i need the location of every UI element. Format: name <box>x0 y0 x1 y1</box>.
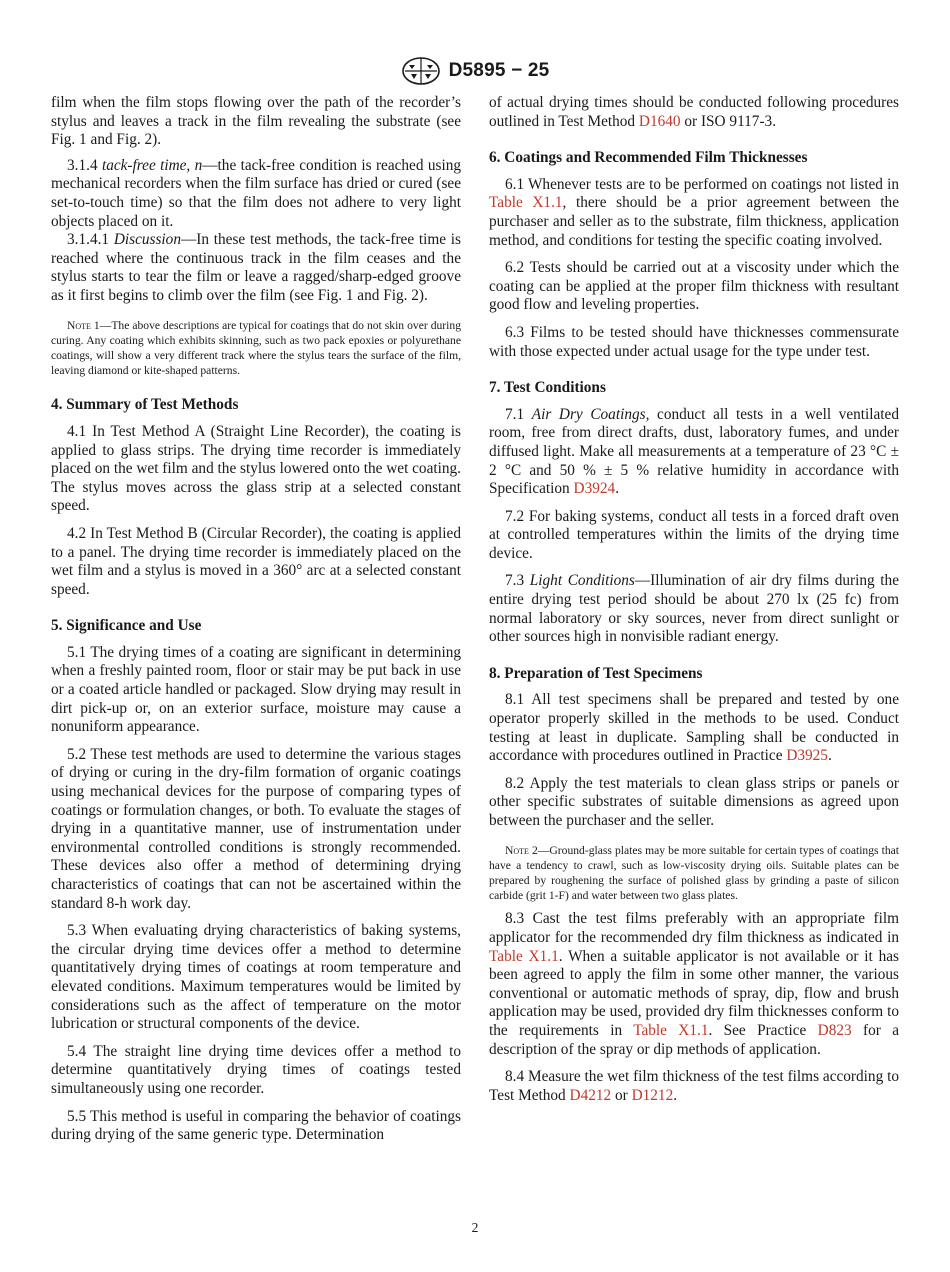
paragraph-7-1: 7.1 Air Dry Coatings, conduct all tests in a well ventilated room, free from direct drafts, dust, laboratory fumes, and under diffused light. Make all measurements at a temperature of 23 °C ± 2 °C and 50 % ± 5 % relative humidity in accordance with Specification D3924. <box>489 405 899 498</box>
link-d823[interactable]: D823 <box>817 1021 852 1039</box>
section-6-heading: 6. Coatings and Recommended Film Thicknesses <box>489 149 808 167</box>
paragraph-5-5-continuation: of actual drying times should be conducted following procedures outlined in Test Method D1640 or ISO 9117-3. <box>489 94 899 130</box>
astm-logo-icon <box>401 56 441 86</box>
note-label: Note 2 <box>505 843 538 857</box>
paragraph-4-2: 4.2 In Test Method B (Circular Recorder), the coating is applied to a panel. The drying time recorder is immediately placed on the wet film and a stylus is moved in a 360° arc at a selected constant speed. <box>51 524 461 598</box>
paragraph-8-1: 8.1 All test specimens shall be prepared and tested by one operator properly skilled in the methods to be used. Conduct testing at least in duplicate. Sampling shall be conducted in accordance with procedures outlined in Practice D3925. <box>489 691 899 765</box>
paragraph-5-1: 5.1 The drying times of a coating are significant in determining when a freshly painted room, floor or stair may be put back in use or a coated article handled or packaged. Slow drying may result in dirt pick-up or, on an exterior surface, moisture may cause a nonuniform appearance. <box>51 643 461 736</box>
link-table-x1-1[interactable]: Table X1.1 <box>489 947 559 965</box>
term-tack-free-time: tack-free time, n <box>101 156 203 174</box>
page-header <box>0 56 950 88</box>
paragraph-8-2: 8.2 Apply the test materials to clean glass strips or panels or other specific substrates of suitable dimensions as agreed upon between the purchaser and the seller. <box>489 774 899 829</box>
link-d3925[interactable]: D3925 <box>786 747 828 765</box>
paragraph-8-3: 8.3 Cast the test films preferably with an appropriate film applicator for the recommended dry film thickness as indicated in Table X1.1. When a suitable applicator is not available or it has been agreed to apply the film in some other manner, the various conventional or automatic methods of spray, dip, flow and brush application may be used, provided dry film thicknesses conform to the requirements in Table X1.1. See Practice D823 for a description of the spray or dip methods of application. <box>489 910 899 1058</box>
page-number: 2 <box>471 1220 479 1235</box>
paragraph-3-1-4: 3.1.4 tack-free time, n—the tack-free condition is reached using mechanical recorders when the film surface has dried or cured (see set-to-touch time) so that the film does not adhere to very light objects placed on it. <box>51 156 461 230</box>
paragraph-5-2: 5.2 These test methods are used to determine the various stages of drying or curing in the dry-film formation of organic coatings using mechanical devices for the purpose of comparing types of coatings or formulation changes, or both. To evaluate the stages of drying in a quantitative manner, use of instrumentation under environmental controlled conditions is strongly recommended. These devices also offer a method of determining drying characteristics of coatings that can not be ascertained within the standard 8-h work day. <box>51 745 461 912</box>
note-2: Note 2—Ground-glass plates may be more suitable for certain types of coatings that have a tendency to crawl, such as low-viscosity drying oils. Suitable plates can be prepared by roughening the surface of polished glass by grinding a paste of silicon carbide (grit 1-F) and water between two glass plates. <box>489 843 900 903</box>
paragraph-7-3: 7.3 Light Conditions—Illumination of air dry films during the entire drying test period should be about 270 lx (25 fc) from normal laboratory or sky sources, never from direct sunlight or other sources high in nonvisible radiant energy. <box>489 572 899 646</box>
term-discussion: Discussion <box>113 231 181 249</box>
paragraph-4-1: 4.1 In Test Method A (Straight Line Recorder), the coating is applied to glass strips. The drying time recorder is immediately placed on the wet film and the stylus lowered onto the wet coating. The stylus moves across the glass strip at a selected constant speed. <box>51 422 461 515</box>
section-4-heading: 4. Summary of Test Methods <box>51 396 239 414</box>
document-number: D5895 − 25 <box>448 60 550 81</box>
paragraph-5-3: 5.3 When evaluating drying characteristics of baking systems, the circular drying time devices offer a method to determine quantitatively drying times of coatings at room temperature and elevated conditions. Maximum temperatures would be limited by considerations such as the affect of temperature on the motor lubrication or structural components of the device. <box>51 922 461 1033</box>
paragraph-6-3: 6.3 Films to be tested should have thicknesses commensurate with those expected under actual usage for the type under test. <box>489 323 899 360</box>
section-8-heading: 8. Preparation of Test Specimens <box>489 664 703 682</box>
paragraph-6-2: 6.2 Tests should be carried out at a viscosity under which the coating can be applied at the proper film thickness with resultant good flow and leveling properties. <box>489 259 899 314</box>
link-d1212[interactable]: D1212 <box>631 1086 674 1104</box>
section-5-heading: 5. Significance and Use <box>51 617 202 635</box>
note-label: Note 1 <box>67 318 100 332</box>
term-air-dry-coatings: Air Dry Coatings, <box>531 405 650 423</box>
left-column <box>51 94 461 1145</box>
link-table-x1-1[interactable]: Table X1.1 <box>633 1021 709 1039</box>
paragraph-3-1-4-1: 3.1.4.1 Discussion—In these test methods, the tack-free time is reached where the continuous track in the film ceases and the stylus starts to tear the film or leave a ragged/sharp-edged groove as it first begins to climb over the film (see Fig. 1 and Fig. 2). <box>51 231 462 304</box>
paragraph-continuation: film when the film stops flowing over the path of the recorder’s stylus and leaves a track in the film revealing the substrate (see Fig. 1 and Fig. 2). <box>51 94 461 149</box>
link-d1640[interactable]: D1640 <box>638 112 681 130</box>
term-light-conditions: Light Conditions <box>529 572 635 590</box>
link-table-x1-1[interactable]: Table X1.1 <box>489 194 563 212</box>
section-7-heading: 7. Test Conditions <box>489 379 606 397</box>
paragraph-8-4: 8.4 Measure the wet film thickness of the test films according to Test Method D4212 or D1212. <box>489 1068 899 1104</box>
link-d4212[interactable]: D4212 <box>569 1086 612 1104</box>
paragraph-6-1: 6.1 Whenever tests are to be performed on coatings not listed in Table X1.1, there should be a prior agreement between the purchaser and seller as to the substrate, film thickness, application method, and conditions for testing the specific coating involved. <box>489 175 899 249</box>
right-column <box>489 94 899 1105</box>
paragraph-5-4: 5.4 The straight line drying time devices offer a method to determine quantitatively drying times of coatings tested simultaneously using one recorder. <box>51 1042 461 1097</box>
paragraph-5-5: 5.5 This method is useful in comparing the behavior of coatings during drying of the same generic type. Determination <box>51 1107 461 1144</box>
link-d3924[interactable]: D3924 <box>573 480 616 498</box>
note-1: Note 1—The above descriptions are typical for coatings that do not skin over during curing. Any coating which exhibits skinning, such as two pack epoxies or polyurethane coatings, will show a very different track where the stylus tears the surface of the film, leaving diamond or kite-shaped patterns. <box>51 318 461 378</box>
paragraph-7-2: 7.2 For baking systems, conduct all tests in a forced draft oven at controlled temperatures within the limits of the drying time device. <box>489 507 899 562</box>
